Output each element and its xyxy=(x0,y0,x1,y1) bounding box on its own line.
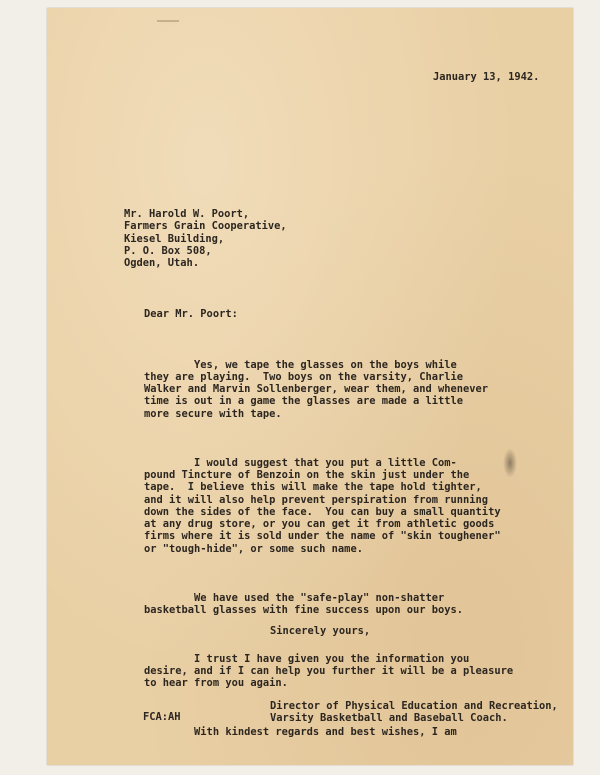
body-line: I trust I have given you the information you xyxy=(144,652,470,665)
body-line: time is out in a game the glasses are made a little xyxy=(144,395,464,408)
body-line: desire, and if I can help you further it will be a pleasure xyxy=(144,665,514,678)
body-line: to hear from you again. xyxy=(144,677,288,690)
reference-initials: FCA:AH xyxy=(143,711,181,723)
paragraph-5 xyxy=(144,726,513,738)
body-line: more secure with tape. xyxy=(144,407,282,420)
recipient-address-block xyxy=(124,208,287,269)
body-line: firms where it is sold under the name of "skin toughener" xyxy=(144,530,501,543)
body-line: basketball glasses with fine success upon our boys. xyxy=(144,603,464,616)
recipient-name: Mr. Harold W. Poort, xyxy=(124,208,250,220)
signature-title-block xyxy=(270,700,558,725)
body-line: Walker and Marvin Sollenberger, wear them, and whenever xyxy=(144,383,489,396)
letter-body xyxy=(144,334,513,763)
body-line: tape. I believe this will make the tape hold tighter, xyxy=(144,481,482,494)
paragraph-1 xyxy=(144,359,513,420)
body-line: and it will also help prevent perspiration from running xyxy=(144,493,489,506)
signature-title-line-1: Director of Physical Education and Recreation, xyxy=(270,700,558,712)
body-line: down the sides of the face. You can buy a small quantity xyxy=(144,505,501,518)
recipient-city: Ogden, Utah. xyxy=(124,257,200,270)
recipient-building: Kiesel Building, xyxy=(124,232,225,245)
body-line: they are playing. Two boys on the varsity, Charlie xyxy=(144,370,464,383)
body-line: pound Tincture of Benzoin on the skin just under the xyxy=(144,468,470,481)
salutation: Dear Mr. Poort: xyxy=(144,308,238,320)
body-line: With kindest regards and best wishes, I am xyxy=(144,726,457,739)
signature-title-line-2: Varsity Basketball and Baseball Coach. xyxy=(270,712,508,725)
body-line: Yes, we tape the glasses on the boys while xyxy=(144,358,457,371)
recipient-organization: Farmers Grain Cooperative, xyxy=(124,220,287,233)
body-line: I would suggest that you put a little Com- xyxy=(144,456,457,469)
paragraph-2 xyxy=(144,457,513,555)
body-line: at any drug store, or you can get it from athletic goods xyxy=(144,518,495,531)
recipient-po-box: P. O. Box 508, xyxy=(124,244,212,257)
paper-mark xyxy=(157,20,179,22)
paragraph-4 xyxy=(144,653,513,690)
body-line: We have used the "safe-play" non-shatter xyxy=(144,591,445,604)
letter-date: January 13, 1942. xyxy=(433,71,540,83)
paragraph-3 xyxy=(144,592,513,617)
body-line: or "tough-hide", or some such name. xyxy=(144,542,363,555)
complimentary-closing: Sincerely yours, xyxy=(270,625,371,637)
